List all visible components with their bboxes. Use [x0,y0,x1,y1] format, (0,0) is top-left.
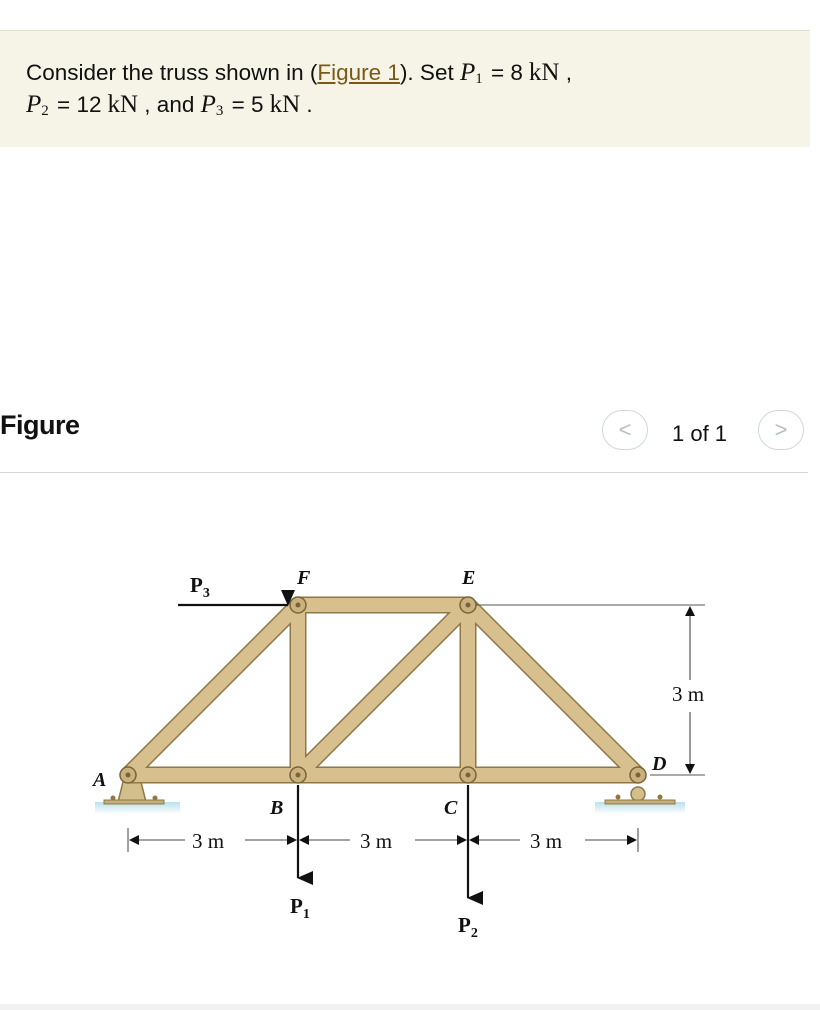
chevron-left-icon: < [618,417,632,442]
label-p3: $P_3$ [190,573,210,601]
p2-unit: kN [107,91,139,118]
figure-counter: 1 of 1 [672,421,728,446]
label-p1: $P_1$ [290,894,310,922]
label-b: B [270,797,284,819]
figure-1-link[interactable]: Figure 1 [317,60,400,85]
chevron-right-icon: > [774,417,788,442]
member-ed [468,605,638,775]
dimension-height: 3 m [672,682,705,706]
dimension-span-3: 3 m [530,829,563,853]
p1-unit: kN [528,59,560,86]
p3-value: = 5 [231,92,264,117]
period: . [306,92,313,117]
intro-text: Consider the truss shown in ( [26,60,318,85]
p1-symbol: $P_1$ [459,59,483,87]
member-be [298,605,468,775]
comma: , [565,60,573,85]
truss-members [128,605,638,775]
dimension-span-1: 3 m [192,829,225,853]
label-e: E [462,567,476,589]
p3-symbol: $P_3$ [200,91,224,119]
label-p2: $P_2$ [458,913,478,941]
bottom-edge [0,1004,820,1010]
label-f: F [297,567,311,589]
p3-unit: kN [269,91,301,118]
label-c: C [444,797,458,819]
and-text: , and [144,92,195,117]
dimension-span-2: 3 m [360,829,393,853]
set-text: ). Set [399,60,460,85]
p1-value: = 8 [491,60,523,85]
p2-value: = 12 [57,92,102,117]
member-af [128,605,298,775]
label-a: A [93,769,107,791]
roller-support-d [605,787,675,804]
p2-symbol: $P_2$ [26,91,49,119]
label-d: D [652,753,667,775]
figure-title: Figure [0,410,80,440]
